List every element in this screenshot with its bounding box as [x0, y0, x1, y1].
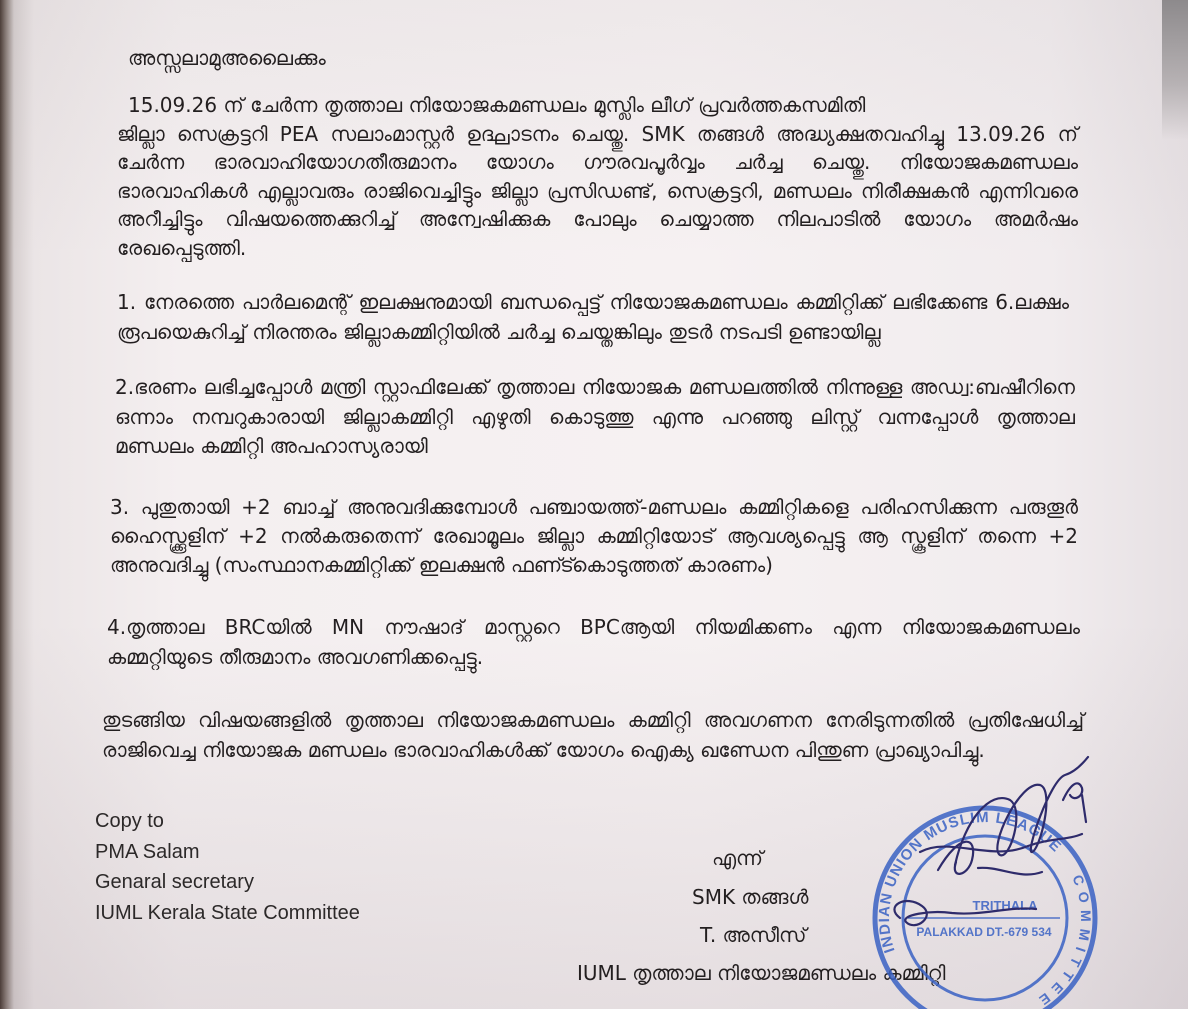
copy-to-label: Copy to: [95, 810, 164, 832]
stamp-ring-text-right: COMMITTEE: [1036, 872, 1095, 1009]
paragraph-line: കമ്മറ്റിയുടെ തീരുമാനം അവഗണിക്കപ്പെട്ടു.: [107, 645, 484, 669]
greeting: അസ്സലാമുഅലൈക്കും: [128, 46, 326, 70]
paragraph-point-4: [107, 612, 1080, 672]
paper-edge: [1162, 0, 1188, 140]
official-stamp: [860, 740, 1120, 1009]
signature-salutation: എന്ന്: [712, 846, 764, 870]
copy-to-organization: IUML Kerala State Committee: [95, 902, 360, 925]
paragraph-line: 1. നേരത്തെ പാർലമെന്റ് ഇലക്ഷനുമായി ബന്ധപ്പെട്ട് നിയോജകമണ്ഡലം കമ്മിറ്റിക്ക് ലഭിക്കേണ്ട 6.ലക്ഷം: [117, 290, 1069, 314]
paragraph-line: ഹൈസ്ക്കൂളിന് +2 നൽകരുതെന്ന് രേഖാമൂലം ജില്ലാ കമ്മിറ്റിയോട് ആവശ്യപ്പെട്ടു ആ സ്കൂളിന് തന്നെ +2: [110, 524, 1078, 548]
paragraph-line: ഭാരവാഹികൾ എല്ലാവരും രാജിവെച്ചിട്ടും ജില്ലാ പ്രസിഡണ്ട്, സെക്രട്ടറി, മണ്ഡലം നിരീക്ഷകൻ എന്നിവരെ: [117, 178, 1078, 203]
copy-to-block: [95, 806, 360, 929]
paragraph-line: ഒന്നാം നമ്പറുകാരായി ജില്ലാകമ്മിറ്റി എഴുതി കൊടുത്തു എന്നു പറഞ്ഞു ലിസ്റ്റ് വന്നപ്പോൾ തൃത്താല: [115, 404, 1075, 429]
stamp-ring-text: INDIAN UNION MUSLIM LEAGUE: [875, 809, 1065, 956]
signatory-2: T. അസീസ്: [700, 923, 807, 947]
paragraph-line: 15.09.26 ന് ചേർന്ന തൃത്താല നിയോജകമണ്ഡലം മുസ്ലിം ലീഗ് പ്രവർത്തകസമിതി: [128, 93, 866, 117]
copy-to-name: PMA Salam: [95, 840, 200, 863]
paragraph-line: രേഖപ്പെടുത്തി.: [117, 235, 247, 260]
signatory-organization: IUML തൃത്താല നിയോജമണ്ഡലം കമ്മിറ്റി: [577, 961, 946, 985]
paragraph-line: അനുവദിച്ചു (സംസ്ഥാനകമ്മിറ്റിക്ക് ഇലക്ഷൻ ഫണ്ട്കൊടുത്തത് കാരണം): [110, 553, 773, 577]
copy-to-designation: Genaral secretary: [95, 871, 254, 894]
paragraph-point-1: [117, 287, 1069, 347]
paragraph-line: 4.തൃത്താല BRCയിൽ MN നൗഷാദ് മാസ്റ്ററെ BPCആയി നിയമിക്കണം എന്ന നിയോജകമണ്ഡലം: [107, 615, 1080, 639]
paragraph-point-3: [110, 493, 1078, 580]
stamp-place: TRITHALA: [972, 898, 1038, 913]
paragraph-point-2: [115, 373, 1075, 462]
paragraph-line: ചേർന്ന ഭാരവാഹിയോഗതീരുമാനം യോഗം ഗൗരവപൂർവ്വം ചർച്ച ചെയ്തു. നിയോജകമണ്ഡലം: [117, 150, 1078, 175]
stamp-district: PALAKKAD DT.-679 534: [916, 925, 1052, 939]
paragraph-line: തുടങ്ങിയ വിഷയങ്ങളിൽ തൃത്താല നിയോജകമണ്ഡലം കമ്മിറ്റി അവഗണന നേരിടുന്നതിൽ പ്രതിഷേധിച്ച്: [102, 708, 1084, 732]
paragraph-line: 3. പുതുതായി +2 ബാച്ച് അനുവദിക്കുമ്പോൾ പഞ്ചായത്ത്-മണ്ഡലം കമ്മിറ്റികളെ പരിഹസിക്കുന്ന പരുതൂർ: [110, 495, 1078, 519]
paragraph-line: അറീച്ചിട്ടും വിഷയത്തെക്കുറിച്ച് അന്വേഷിക്കുക പോലും ചെയ്യാത്ത നിലപാടിൽ യോഗം അമർഷം: [117, 207, 1078, 232]
paragraph-line: ജില്ലാ സെക്രട്ടറി PEA സലാംമാസ്റ്റർ ഉദ്ഘാടനം ചെയ്തു. SMK തങ്ങൾ അദ്ധ്യക്ഷതവഹിച്ചു 13.09.26 ന്: [117, 121, 1078, 146]
paragraph-line: രാജിവെച്ച നിയോജക മണ്ഡലം ഭാരവാഹികൾക്ക് യോഗം ഐക്യ ഖണ്ഡേന പിന്തുണ പ്രാഖ്യാപിച്ചു.: [102, 738, 985, 762]
paragraph-line: രൂപയെകുറിച്ച് നിരന്തരം ജില്ലാകമ്മിറ്റിയിൽ ചർച്ച ചെയ്തങ്കിലും തുടർ നടപടി ഉണ്ടായില്ല: [117, 320, 881, 344]
paragraph-line: 2.ഭരണം ലഭിച്ചപ്പോൾ മന്ത്രി സ്റ്റാഫിലേക്ക് തൃത്താല നിയോജക മണ്ഡലത്തിൽ നിന്നുള്ള അഡ്വ:ബഷീറിനെ: [115, 375, 1075, 399]
paragraph-line: മണ്ഡലം കമ്മിറ്റി അപഹാസ്യരായി: [115, 434, 428, 458]
paragraph-intro: [117, 91, 1078, 263]
signatory-1: SMK തങ്ങൾ: [692, 885, 809, 909]
